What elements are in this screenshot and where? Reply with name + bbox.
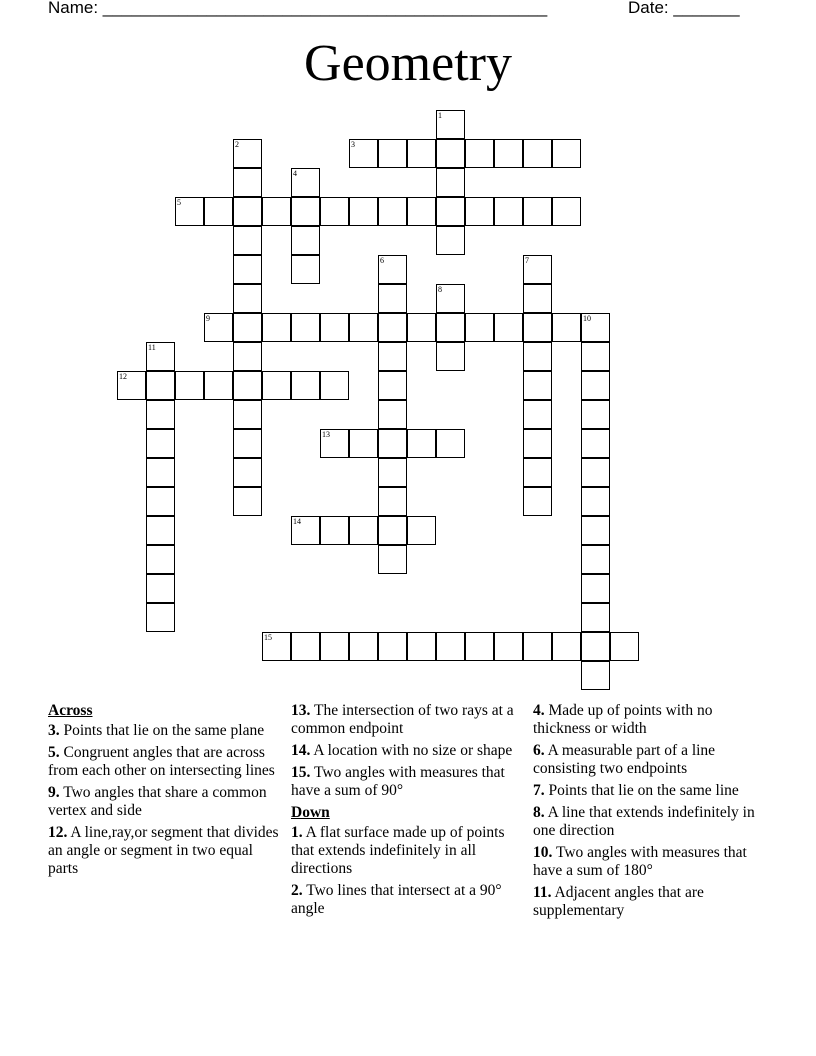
crossword-cell[interactable] bbox=[146, 400, 175, 429]
crossword-cell[interactable] bbox=[146, 342, 175, 371]
clue-text: A flat surface made up of points that extends indefinitely in all directions bbox=[291, 824, 505, 877]
crossword-cell[interactable] bbox=[378, 400, 407, 429]
clue-item bbox=[291, 702, 523, 738]
crossword-cell[interactable] bbox=[320, 429, 349, 458]
crossword-cell[interactable] bbox=[204, 313, 233, 342]
clue-number: 3 bbox=[351, 140, 355, 149]
crossword-cell[interactable] bbox=[523, 342, 552, 371]
clue-number-label: 9. bbox=[48, 784, 60, 801]
crossword-cell[interactable] bbox=[436, 284, 465, 313]
clue-text: Points that lie on the same line bbox=[544, 782, 739, 799]
crossword-cell[interactable] bbox=[262, 632, 291, 661]
clue-item bbox=[48, 784, 280, 820]
crossword-cell[interactable] bbox=[581, 429, 610, 458]
clue-item bbox=[291, 764, 523, 800]
crossword-cell[interactable] bbox=[494, 139, 523, 168]
crossword-cell[interactable] bbox=[465, 313, 494, 342]
crossword-cell[interactable] bbox=[436, 429, 465, 458]
crossword-cell[interactable] bbox=[146, 545, 175, 574]
crossword-cell[interactable] bbox=[378, 458, 407, 487]
clue-text: Two angles with measures that have a sum of 90° bbox=[291, 764, 505, 799]
crossword-cell[interactable] bbox=[233, 139, 262, 168]
crossword-cell[interactable] bbox=[581, 400, 610, 429]
name-field-label: Name: _______________________________________________ bbox=[48, 0, 548, 17]
crossword-cell[interactable] bbox=[581, 545, 610, 574]
crossword-cell[interactable] bbox=[233, 400, 262, 429]
crossword-cell[interactable] bbox=[523, 284, 552, 313]
crossword-cell[interactable] bbox=[291, 255, 320, 284]
clue-item bbox=[48, 824, 280, 878]
crossword-cell[interactable] bbox=[146, 458, 175, 487]
clue-number-label: 12. bbox=[48, 824, 68, 841]
clue-number-label: 8. bbox=[533, 804, 545, 821]
crossword-cell[interactable] bbox=[349, 139, 378, 168]
crossword-cell[interactable] bbox=[378, 371, 407, 400]
clue-item bbox=[533, 742, 765, 778]
crossword-cell[interactable] bbox=[378, 255, 407, 284]
crossword-cell[interactable] bbox=[233, 429, 262, 458]
clue-number-label: 3. bbox=[48, 722, 60, 739]
crossword-cell[interactable] bbox=[581, 371, 610, 400]
crossword-cell[interactable] bbox=[523, 197, 552, 226]
crossword-cell[interactable] bbox=[523, 139, 552, 168]
page-title: Geometry bbox=[304, 35, 512, 92]
clues-column-1 bbox=[48, 702, 280, 882]
clue-number-label: 10. bbox=[533, 844, 553, 861]
crossword-cell[interactable] bbox=[291, 371, 320, 400]
clue-item bbox=[533, 782, 765, 800]
clue-item bbox=[533, 844, 765, 880]
clue-number-label: 5. bbox=[48, 744, 60, 761]
crossword-cell[interactable] bbox=[581, 574, 610, 603]
crossword-cell[interactable] bbox=[436, 342, 465, 371]
crossword-cell[interactable] bbox=[378, 545, 407, 574]
crossword-cell[interactable] bbox=[378, 342, 407, 371]
crossword-cell[interactable] bbox=[320, 313, 349, 342]
crossword-cell[interactable] bbox=[233, 284, 262, 313]
crossword-cell[interactable] bbox=[233, 458, 262, 487]
crossword-cell[interactable] bbox=[378, 284, 407, 313]
clue-number-label: 2. bbox=[291, 882, 303, 899]
crossword-cell[interactable] bbox=[146, 429, 175, 458]
crossword-cell[interactable] bbox=[407, 197, 436, 226]
crossword-cell[interactable] bbox=[581, 603, 610, 632]
clue-item bbox=[48, 722, 280, 740]
crossword-cell[interactable] bbox=[523, 400, 552, 429]
clue-number-label: 4. bbox=[533, 702, 545, 719]
clue-text: Two lines that intersect at a 90° angle bbox=[291, 882, 502, 917]
clue-number-label: 13. bbox=[291, 702, 311, 719]
clue-number: 6 bbox=[380, 256, 384, 265]
crossword-cell[interactable] bbox=[320, 197, 349, 226]
date-field-label: Date: _______ bbox=[628, 0, 740, 17]
crossword-cell[interactable] bbox=[349, 429, 378, 458]
clue-number: 7 bbox=[525, 256, 529, 265]
crossword-cell[interactable] bbox=[204, 197, 233, 226]
clue-number: 9 bbox=[206, 314, 210, 323]
clue-number-label: 14. bbox=[291, 742, 311, 759]
crossword-cell[interactable] bbox=[494, 632, 523, 661]
crossword-cell[interactable] bbox=[465, 632, 494, 661]
clue-number: 11 bbox=[148, 343, 156, 352]
crossword-cell[interactable] bbox=[349, 632, 378, 661]
clue-text: Congruent angles that are across from each other on intersecting lines bbox=[48, 744, 275, 779]
clues-column-3 bbox=[533, 702, 765, 924]
crossword-cell[interactable] bbox=[407, 632, 436, 661]
clue-number: 10 bbox=[583, 314, 591, 323]
clue-text: Points that lie on the same plane bbox=[59, 722, 265, 739]
crossword-cell[interactable] bbox=[262, 371, 291, 400]
crossword-cell[interactable] bbox=[378, 487, 407, 516]
crossword-cell[interactable] bbox=[378, 197, 407, 226]
clue-number: 15 bbox=[264, 633, 272, 642]
crossword-cell[interactable] bbox=[523, 429, 552, 458]
crossword-cell[interactable] bbox=[436, 632, 465, 661]
crossword-cell[interactable] bbox=[291, 197, 320, 226]
crossword-cell[interactable] bbox=[552, 313, 581, 342]
clue-text: Two angles that share a common vertex and side bbox=[48, 784, 267, 819]
crossword-cell[interactable] bbox=[494, 197, 523, 226]
crossword-cell[interactable] bbox=[581, 632, 610, 661]
crossword-cell[interactable] bbox=[291, 226, 320, 255]
clues-column-2 bbox=[291, 702, 523, 922]
crossword-cell[interactable] bbox=[378, 429, 407, 458]
crossword-cell[interactable] bbox=[233, 226, 262, 255]
crossword-cell[interactable] bbox=[436, 313, 465, 342]
clue-item bbox=[533, 804, 765, 840]
crossword-cell[interactable] bbox=[581, 313, 610, 342]
clue-item bbox=[291, 742, 523, 760]
crossword-cell[interactable] bbox=[523, 371, 552, 400]
clue-item bbox=[291, 824, 523, 878]
crossword-cell[interactable] bbox=[349, 516, 378, 545]
crossword-cell[interactable] bbox=[552, 139, 581, 168]
crossword-cell[interactable] bbox=[262, 197, 291, 226]
clue-number: 13 bbox=[322, 430, 330, 439]
crossword-cell[interactable] bbox=[233, 197, 262, 226]
clue-text: A line that extends indefinitely in one direction bbox=[533, 804, 755, 839]
clue-item bbox=[48, 744, 280, 780]
clue-number: 12 bbox=[119, 372, 127, 381]
clue-item bbox=[533, 702, 765, 738]
crossword-cell[interactable] bbox=[407, 516, 436, 545]
crossword-cell[interactable] bbox=[523, 313, 552, 342]
crossword-cell[interactable] bbox=[581, 342, 610, 371]
crossword-cell[interactable] bbox=[233, 168, 262, 197]
crossword-cell[interactable] bbox=[494, 313, 523, 342]
crossword-cell[interactable] bbox=[581, 487, 610, 516]
across-heading: Across bbox=[48, 702, 93, 719]
crossword-cell[interactable] bbox=[436, 110, 465, 139]
crossword-cell[interactable] bbox=[175, 197, 204, 226]
crossword-cell[interactable] bbox=[233, 371, 262, 400]
crossword-cell[interactable] bbox=[436, 197, 465, 226]
clue-number-label: 15. bbox=[291, 764, 311, 781]
crossword-cell[interactable] bbox=[146, 516, 175, 545]
crossword-cell[interactable] bbox=[233, 255, 262, 284]
crossword-cell[interactable] bbox=[465, 197, 494, 226]
clue-number-label: 7. bbox=[533, 782, 545, 799]
crossword-cell[interactable] bbox=[407, 313, 436, 342]
clue-number: 1 bbox=[438, 111, 442, 120]
crossword-cell[interactable] bbox=[523, 632, 552, 661]
crossword-cell[interactable] bbox=[523, 255, 552, 284]
clue-text: The intersection of two rays at a common endpoint bbox=[291, 702, 514, 737]
crossword-cell[interactable] bbox=[204, 371, 233, 400]
down-heading: Down bbox=[291, 804, 330, 821]
crossword-cell[interactable] bbox=[262, 313, 291, 342]
crossword-cell[interactable] bbox=[291, 313, 320, 342]
clue-number-label: 11. bbox=[533, 884, 552, 901]
crossword-cell[interactable] bbox=[291, 168, 320, 197]
crossword-cell[interactable] bbox=[320, 371, 349, 400]
crossword-cell[interactable] bbox=[436, 168, 465, 197]
crossword-cell[interactable] bbox=[581, 516, 610, 545]
crossword-cell[interactable] bbox=[291, 632, 320, 661]
crossword-cell[interactable] bbox=[233, 313, 262, 342]
crossword-cell[interactable] bbox=[552, 632, 581, 661]
crossword-cell[interactable] bbox=[581, 661, 610, 690]
crossword-cell[interactable] bbox=[378, 139, 407, 168]
crossword-cell[interactable] bbox=[552, 197, 581, 226]
crossword-cell[interactable] bbox=[146, 574, 175, 603]
clue-text: A measurable part of a line consisting two endpoints bbox=[533, 742, 716, 777]
clue-number-label: 6. bbox=[533, 742, 545, 759]
clue-number: 8 bbox=[438, 285, 442, 294]
crossword-cell[interactable] bbox=[233, 342, 262, 371]
crossword-cell[interactable] bbox=[407, 139, 436, 168]
crossword-cell[interactable] bbox=[378, 516, 407, 545]
crossword-cell[interactable] bbox=[436, 226, 465, 255]
crossword-cell[interactable] bbox=[523, 487, 552, 516]
crossword-cell[interactable] bbox=[117, 371, 146, 400]
clue-text: A location with no size or shape bbox=[310, 742, 513, 759]
clue-text: Adjacent angles that are supplementary bbox=[533, 884, 704, 919]
crossword-cell[interactable] bbox=[465, 139, 494, 168]
crossword-cell[interactable] bbox=[175, 371, 204, 400]
crossword-cell[interactable] bbox=[407, 429, 436, 458]
clue-item bbox=[533, 884, 765, 920]
crossword-cell[interactable] bbox=[320, 632, 349, 661]
crossword-cell[interactable] bbox=[349, 197, 378, 226]
crossword-cell[interactable] bbox=[436, 139, 465, 168]
crossword-cell[interactable] bbox=[610, 632, 639, 661]
clue-text: Made up of points with no thickness or width bbox=[533, 702, 713, 737]
clue-number: 5 bbox=[177, 198, 181, 207]
clue-number-label: 1. bbox=[291, 824, 303, 841]
clue-number: 2 bbox=[235, 140, 239, 149]
crossword-cell[interactable] bbox=[146, 487, 175, 516]
crossword-cell[interactable] bbox=[349, 313, 378, 342]
crossword-cell[interactable] bbox=[378, 313, 407, 342]
crossword-cell[interactable] bbox=[291, 516, 320, 545]
clue-item bbox=[291, 882, 523, 918]
crossword-cell[interactable] bbox=[378, 632, 407, 661]
clue-number: 14 bbox=[293, 517, 301, 526]
crossword-cell[interactable] bbox=[146, 371, 175, 400]
crossword-cell[interactable] bbox=[146, 603, 175, 632]
clue-text: Two angles with measures that have a sum of 180° bbox=[533, 844, 747, 879]
clue-text: A line,ray,or segment that divides an angle or segment in two equal parts bbox=[48, 824, 279, 877]
crossword-cell[interactable] bbox=[523, 458, 552, 487]
crossword-cell[interactable] bbox=[581, 458, 610, 487]
crossword-cell[interactable] bbox=[320, 516, 349, 545]
clue-number: 4 bbox=[293, 169, 297, 178]
crossword-cell[interactable] bbox=[233, 487, 262, 516]
